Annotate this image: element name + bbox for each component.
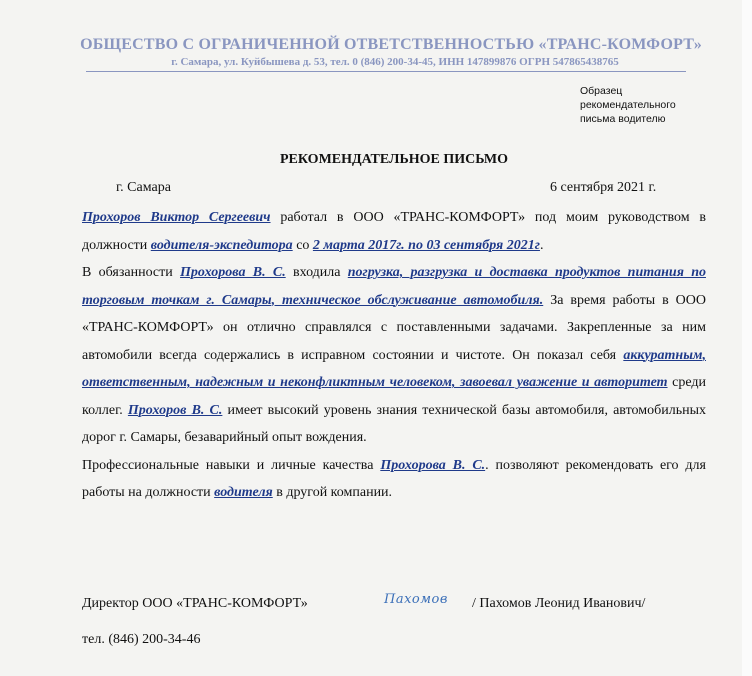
text-fragment: имеет высокий уровень знания технической базы автомобиля, автомобильных дорог г. Самары, безаварийный опыт вождения. <box>82 402 706 445</box>
page-edge <box>742 0 752 676</box>
company-name: ОБЩЕСТВО С ОГРАНИЧЕННОЙ ОТВЕТСТВЕННОСТЬЮ «ТРАНС-КОМФОРТ» <box>80 36 702 53</box>
text-fragment: входила <box>285 265 348 280</box>
text-fragment: в другой компании. <box>272 485 393 500</box>
employee-name: Прохоров Виктор Сергеевич <box>82 210 271 225</box>
employment-period: 2 марта 2017г. по 03 сентября 2021г <box>312 237 540 253</box>
employee-name: Прохорова В. С. <box>180 265 286 280</box>
text-fragment: со <box>292 237 313 253</box>
text-fragment: . позволяют рекомендовать его для работы на должности <box>82 457 706 500</box>
employee-position: водителя-экспедитора <box>150 237 293 253</box>
contact-phone: тел. (846) 200-34-46 <box>82 632 201 647</box>
signer-name: / Пахомов Леонид Иванович/ <box>472 596 646 611</box>
sample-note <box>580 84 710 126</box>
letter-body <box>82 204 706 507</box>
sample-note-line: рекомендательного <box>580 99 676 111</box>
employee-duties: погрузка, разгрузка и доставка продуктов питания по торговым точкам г. Самары, техническое обслуживание автомобиля. <box>82 265 706 308</box>
employee-position: водителя <box>214 485 273 500</box>
text-fragment: Профессиональные навыки и личные качества <box>82 457 381 473</box>
letter-date: 6 сентября 2021 г. <box>550 180 657 195</box>
paragraph-recommendation <box>82 452 706 507</box>
paragraph-employment <box>82 204 706 259</box>
text-fragment: В обязанности <box>82 265 181 280</box>
sample-note-line: Образец <box>580 85 623 97</box>
employee-qualities: аккуратным, ответственным, надежным и неконфликтным человеком, завоевал уважение и авторитет <box>82 347 706 390</box>
text-fragment: работал в ООО «ТРАНС-КОМФОРТ» под моим руководством в должности <box>82 210 706 253</box>
letter-city: г. Самара <box>116 180 171 195</box>
sample-note-line: письма водителю <box>580 113 666 125</box>
director-title: Директор ООО «ТРАНС-КОМФОРТ» <box>82 596 308 611</box>
header-divider <box>86 71 686 72</box>
employee-name: Прохоров В. С. <box>127 402 223 418</box>
paragraph-duties <box>82 259 706 452</box>
text-fragment: . <box>539 237 544 253</box>
company-address: г. Самара, ул. Куйбышева д. 53, тел. 0 (846) 200-34-45, ИНН 147899876 ОГРН 547865438765 <box>171 56 619 68</box>
letter-title: РЕКОМЕНДАТЕЛЬНОЕ ПИСЬМО <box>279 152 509 167</box>
employee-name: Прохорова В. С. <box>380 457 486 473</box>
text-fragment: среди коллег. <box>82 375 706 418</box>
text-fragment: За время работы в ООО «ТРАНС-КОМФОРТ» он отлично справлялся с поставленными задачами. Закрепленные за ним автомобили всегда содержались в исправном состоянии и чистоте. Он показал себя <box>82 292 707 363</box>
handwritten-signature: Пахомов <box>384 592 448 607</box>
